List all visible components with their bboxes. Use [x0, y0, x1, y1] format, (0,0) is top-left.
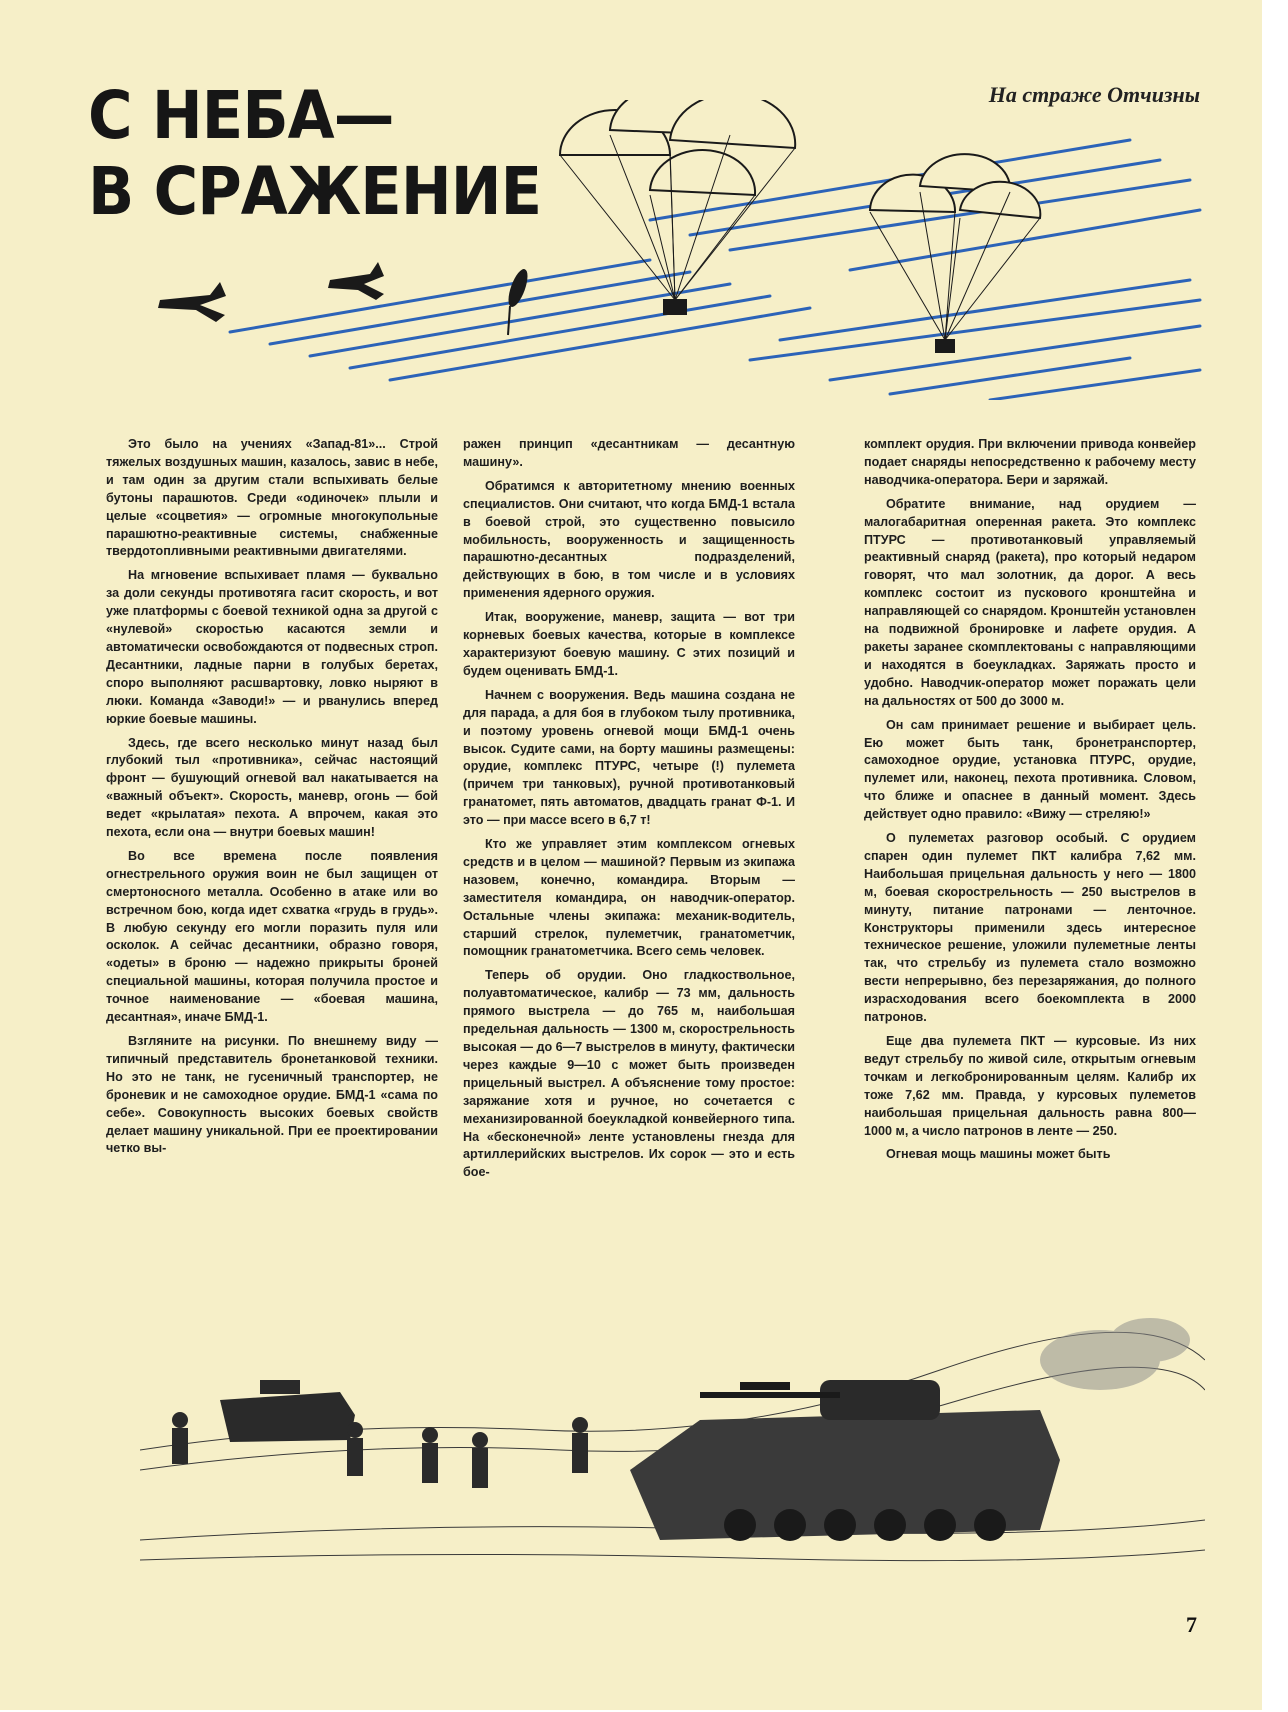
section-rubric: На страже Отчизны	[988, 82, 1200, 107]
paragraph: О пулеметах разговор особый. С орудием спарен один пулемет ПКТ калибра 7,62 мм. Наибольшая прицельная дальность у него — 1800 м, боевая скорострельность — 250 выстрелов в минуту, питание патронами — ленточное. Конструкторы применили здесь интересное техническое решение, уложили пулеметные ленты так, что стрельбу из пулемета стало возможно вести непрерывно, без перезаряжания, до полного израсходования всего боекомплекта в 2000 патронов.	[864, 831, 1196, 1025]
paragraph: Итак, вооружение, маневр, защита — вот три корневых боевых качества, которые в комплексе характеризуют боевую машину. С этих позиций и будем оценивать БМД-1.	[463, 610, 795, 678]
paragraph: Начнем с вооружения. Ведь машина создана не для парада, а для боя в глубоком тылу противника, и поэтому уровень огневой мощи БМД-1 очень высок. Судите сами, на борту машины размещены: орудие, комплекс ПТУРС, четыре (!) пулемета (причем три танковых), ручной противотанковый гранатомет, пять автоматов, двадцать гранат Ф-1. И это — при массе всего в 6,7 т!	[463, 687, 795, 828]
airdrop-illustration	[130, 100, 1205, 400]
text-column-3	[864, 436, 1196, 1306]
paragraph: Кто же управляет этим комплексом огневых средств и в целом — машиной? Первым из экипажа назовем, конечно, командира. Вторым — заместителя командира, он наводчик-оператор. Остальные члены экипажа: механик-водитель, старший стрелок, пулеметчик, гранатометчик, помощник гранатометчика. Всего семь человек.	[463, 837, 795, 959]
aircraft-right	[328, 262, 384, 300]
paragraph: Теперь об орудии. Оно гладкоствольное, полуавтоматическое, калибр — 73 мм, дальность прямого выстрела — до 765 м, наибольшая предельная дальность — 1300 м, скорострельность высокая — до 6—7 выстрелов в минуту, фактически через каждые 9—10 с может быть произведен прицельный выстрел. А объяснение тому простое: заряжание хотя и ручное, но сочетается с механизированной боеукладкой конвейерного типа. На «бесконечной» ленте установлены гнезда для артиллерийских выстрелов. Их сорок — это и есть бое-	[463, 968, 795, 1180]
parachute-cluster-left	[560, 100, 795, 314]
paragraph: ражен принцип «десантникам — десантную машину».	[463, 437, 795, 469]
paragraph: Огневая мощь машины может быть	[886, 1147, 1111, 1162]
battle-scene-illustration	[140, 1300, 1205, 1590]
paragraph: Это было на учениях «Запад-81»... Строй тяжелых воздушных машин, казалось, завис в небе, и там один за другим стали вспыхивать белые бутоны парашютов. Среди «одиночек» плыли и целые «соцветия» — огромные многокупольные парашютно-реактивные системы, снабженные твердотопливными реактивными двигателями.	[106, 437, 438, 559]
paragraph: Он сам принимает решение и выбирает цель. Ею может быть танк, бронетранспортер, самоходное орудие, установка ПТУРС, орудие, пулемет или, наконец, пехота противника. Словом, что ближе и опаснее в данный момент. Здесь действует одно правило: «Вижу — стреляю!»	[864, 717, 1196, 822]
paragraph: На мгновение вспыхивает пламя — буквально за доли секунды противотяга гасит скорость, и вот уже платформы с боевой техникой одна за другой с «нулевой» скоростью касаются земли и автоматически освобождаются от подвесных строп. Десантники, ладные парни в голубых беретах, споро выполняют расшвартовку, ловко ныряют в люки. Команда «Заводи!» — и рванулись вперед юркие боевые машины.	[106, 568, 438, 726]
paragraph: Взгляните на рисунки. По внешнему виду — типичный представитель бронетанковой техники. Но это не танк, не гусеничный транспортер, не броневик и не самоходное орудие. БМД-1 «сама по себе». Совокупность высоких боевых свойств делает машину уникальной. При ее проектировании четко вы-	[106, 1034, 438, 1156]
text-column-1	[106, 436, 438, 1306]
headline-line-1: С НЕБА—	[88, 77, 394, 154]
paragraph: Здесь, где всего несколько минут назад был глубокий тыл «противника», сейчас настоящий фронт — бушующий огневой вал накатывается на «важный объект». Скорость, маневр, огонь — бой ведет «крылатая» пехота. А впрочем, какая это пехота, если она — внутри боевых машин!	[106, 735, 438, 840]
paragraph: Во все времена после появления огнестрельного оружия воин не был защищен от смертоносного металла. Особенно в атаке или во встречном бою, когда идет схватка «грудь в грудь». В любую секунду его могли поразить пуля или осколок. А сейчас десантники, образно говоря, «одеты» в броню — надежно прикрыты броней специальной машины, которая получила простое и точное наименование — «боевая машина, десантная», иначе БМД-1.	[106, 848, 438, 1025]
paragraph: Еще два пулемета ПКТ — курсовые. Из них ведут стрельбу по живой силе, открытым огневым точкам и легкобронированным целям. Калибр их тоже 7,62 мм. Правда, у курсовых пулеметов наибольшая прицельная дальность равна 800—1000 м, а число патронов в ленте — 250.	[864, 1034, 1196, 1138]
paragraph: комплект орудия. При включении привода конвейер подает снаряды непосредственно к рабочему месту наводчика-оператора. Бери и заряжай.	[864, 437, 1196, 487]
aircraft-left	[158, 282, 226, 322]
paragraph: Обратимся к авторитетному мнению военных специалистов. Они считают, что когда БМД-1 встала в боевой строй, это существенно повысило мобильность, вооруженность и защищенность парашютно-десантных подразделений, действующих в бою, в том числе и в условиях применения ядерного оружия.	[463, 478, 795, 601]
page-number: 7	[1186, 1612, 1197, 1637]
headline-line-2: В СРАЖЕНИЕ	[88, 153, 542, 230]
smoke	[1040, 1318, 1190, 1390]
bmd-1-vehicle	[630, 1380, 1060, 1541]
paragraph: Обратите внимание, над орудием — малогабаритная оперенная ракета. Это комплекс ПТУРС — противотанковый управляемый реактивный снаряд (ракета), про который недаром говорят, что мал золотник, да дорог. А весь комплекс состоит из пускового кронштейна и направляющей со снарядом. Кронштейн установлен на подвижной бронировке и лафете орудия. А ракеты заранее скомплектованы с направляющими и находятся в боеукладках. Заряжать просто и удобно. Наводчик-оператор может поражать цели на дальностях от 500 до 3000 м.	[864, 496, 1196, 708]
distant-vehicle	[220, 1380, 355, 1442]
text-column-2	[463, 436, 795, 1306]
